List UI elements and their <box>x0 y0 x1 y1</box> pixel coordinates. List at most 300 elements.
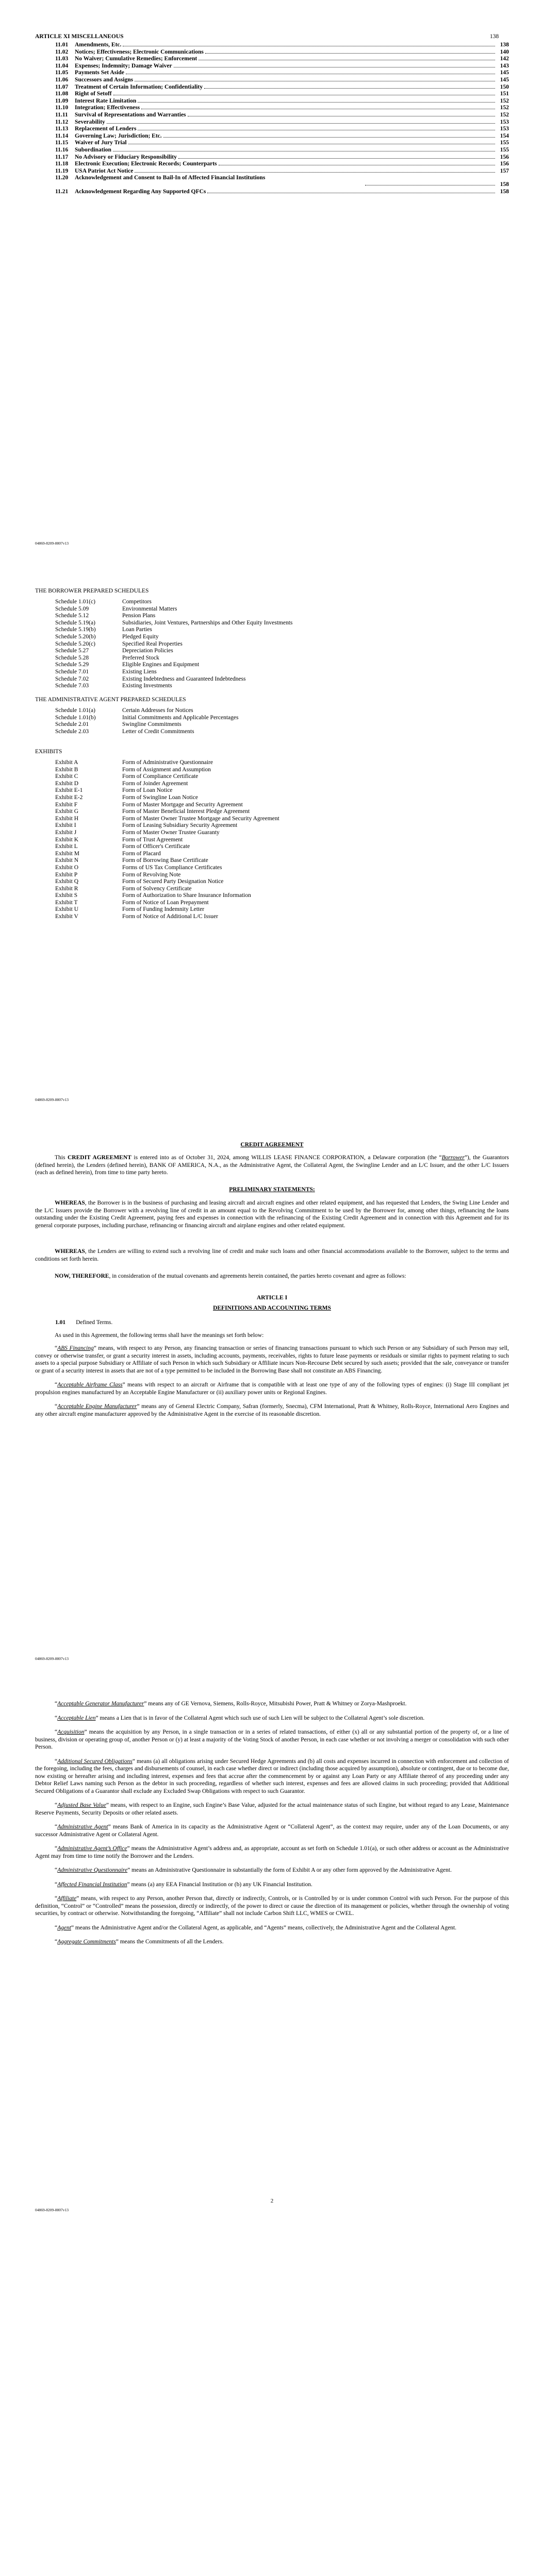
whereas-2: WHEREAS, the Lenders are willing to extend such a revolving line of credit and make such loans and other financial accommodations available to the Borrower, subject to the terms and conditions set forth herein. <box>35 1248 509 1262</box>
exhibit-item <box>55 850 499 857</box>
exhibit-item-code: Exhibit S <box>55 892 78 899</box>
toc-entry[interactable] <box>55 48 509 56</box>
exhibit-item-description: Forms of US Tax Compliance Certificates <box>122 864 222 871</box>
defined-term: Agent <box>57 1924 71 1931</box>
footer-code: 04869-8209-8807v13 <box>35 541 69 546</box>
borrower-schedule-item-description: Pension Plans <box>122 613 156 619</box>
toc-entry-page: 140 <box>500 48 509 55</box>
borrower-schedule-item-description: Depreciation Policies <box>122 648 173 654</box>
agent-schedule-item-description: Initial Commitments and Applicable Percentages <box>122 714 239 721</box>
toc-entry[interactable] <box>55 174 509 188</box>
exhibit-item-code: Exhibit F <box>55 801 78 808</box>
exhibit-item-code: Exhibit E-1 <box>55 787 83 794</box>
borrower-schedule-item-code: Schedule 5.29 <box>55 662 89 668</box>
exhibit-item <box>55 906 499 913</box>
exhibit-item-code: Exhibit E-2 <box>55 794 83 801</box>
toc-entry-page: 156 <box>500 161 509 167</box>
exhibit-item <box>55 878 499 885</box>
definition-paragraph <box>35 1802 509 1817</box>
definition-text: ” means (a) any EEA Financial Institution or (b) any UK Financial Institution. <box>127 1881 312 1888</box>
toc-entry-number: 11.12 <box>55 118 69 125</box>
exhibit-item <box>55 815 499 822</box>
article-title: DEFINITIONS AND ACCOUNTING TERMS <box>213 1305 331 1311</box>
toc-entry-title: Electronic Execution; Electronic Records; Counterparts <box>75 161 217 167</box>
exhibit-item-code: Exhibit Q <box>55 878 79 885</box>
toc-entry-number: 11.20 <box>55 175 69 181</box>
definition-paragraph <box>35 1895 509 1918</box>
defined-term: Aggregate Commitments <box>57 1939 116 1945</box>
toc-leader-dots <box>163 137 495 138</box>
schedules-page <box>0 564 544 1123</box>
borrower-schedule-item <box>55 640 499 648</box>
definition-text: ” means, with respect to any Person, another Person that, directly or indirectly, Controls, or is Controlled by or is under common Control with such Person. For the purpose of this definition, “Control” or “Controlled” means the possession, directly or indirectly, of the power to direct or cause the direction of its management or policies, whether through the ownership of voting securities, by contract or otherwise. Notwithstanding the foregoing, “Affiliate” shall not include Carbon Shift LLC, WMES or CWEL. <box>35 1895 509 1917</box>
borrower-schedule-item <box>55 661 499 668</box>
definition-text: ” means an Administrative Questionnaire in substantially the form of Exhibit A or any other form approved by the Administrative Agent. <box>127 1867 452 1873</box>
borrower-schedule-item-code: Schedule 7.02 <box>55 675 89 682</box>
borrower-schedule-item <box>55 668 499 675</box>
definition-paragraph <box>35 1403 509 1418</box>
toc-entry-number: 11.09 <box>55 97 69 104</box>
defined-term: Affected Financial Institution <box>57 1881 127 1888</box>
exhibit-item-description: Form of Funding Indemnity Letter <box>122 906 205 913</box>
agent-schedule-item-description: Certain Addresses for Notices <box>122 707 193 714</box>
exhibit-item-description: Form of Solvency Certificate <box>122 885 192 892</box>
toc-entry[interactable] <box>55 90 509 97</box>
toc-entry-title: Survival of Representations and Warranties <box>75 111 186 118</box>
quote-mark: “ <box>55 1881 58 1888</box>
borrower-schedule-item-code: Schedule 5.19(a) <box>55 619 95 626</box>
exhibit-item-code: Exhibit D <box>55 780 79 787</box>
exhibit-item <box>55 787 499 794</box>
toc-leader-dots <box>178 158 495 159</box>
agent-schedule-item-code: Schedule 2.01 <box>55 721 89 728</box>
toc-entry-title: Replacement of Lenders <box>75 126 137 132</box>
agent-schedules-heading: THE ADMINISTRATIVE AGENT PREPARED SCHEDULES <box>35 697 186 703</box>
agent-schedules-list <box>55 707 499 735</box>
borrower-schedule-item-code: Schedule 5.19(b) <box>55 626 96 633</box>
exhibit-item-description: Form of Master Mortgage and Security Agreement <box>122 801 243 808</box>
exhibit-item-code: Exhibit U <box>55 906 79 913</box>
toc-entry-number: 11.10 <box>55 105 69 111</box>
agent-schedule-item-code: Schedule 1.01(b) <box>55 714 96 721</box>
toc-leader-dots <box>204 88 495 89</box>
toc-entry-number: 11.01 <box>55 42 69 48</box>
borrower-schedule-item-description: Existing Liens <box>122 668 157 675</box>
defined-term: Administrative Agent <box>57 1824 108 1830</box>
definition-text: ” means Bank of America in its capacity as the Administrative Agent or “Collateral Agent”, as the context may require, under any of the Loan Documents, or any successor Administrative Agent or Collateral Agent. <box>35 1824 509 1838</box>
toc-list <box>55 41 509 195</box>
defined-term: Additional Secured Obligations <box>57 1758 133 1765</box>
toc-entry-page: 152 <box>500 97 509 104</box>
borrower-schedule-item-code: Schedule 5.09 <box>55 605 89 612</box>
toc-entry-title: Treatment of Certain Information; Confidentiality <box>75 83 203 90</box>
toc-entry[interactable] <box>55 125 509 132</box>
quote-mark: “ <box>55 1758 58 1765</box>
toc-leader-dots <box>135 172 495 173</box>
definition-paragraph <box>35 1924 509 1932</box>
exhibit-item-code: Exhibit M <box>55 850 79 857</box>
toc-entry[interactable] <box>55 188 509 195</box>
exhibit-item-code: Exhibit G <box>55 808 79 815</box>
trailing-space <box>0 2218 544 2576</box>
definition-paragraph <box>35 1345 509 1375</box>
exhibit-item <box>55 892 499 899</box>
borrower-schedule-item <box>55 626 499 633</box>
toc-entry-page: 153 <box>500 126 509 132</box>
toc-entry-number: 11.02 <box>55 48 69 55</box>
toc-entry[interactable] <box>55 62 509 70</box>
toc-entry-title: Expenses; Indemnity; Damage Waiver <box>75 62 172 69</box>
borrower-schedule-item-code: Schedule 7.01 <box>55 668 89 675</box>
toc-entry-title: Integration; Effectiveness <box>75 105 140 111</box>
definitions-list-1 <box>35 1345 509 1425</box>
definition-paragraph <box>35 1381 509 1396</box>
exhibit-item <box>55 864 499 871</box>
exhibit-item <box>55 913 499 920</box>
toc-entry-page: 155 <box>500 146 509 153</box>
toc-entry[interactable] <box>55 104 509 111</box>
borrower-schedule-item <box>55 675 499 683</box>
toc-entry-title: USA Patriot Act Notice <box>75 167 134 174</box>
article-number: ARTICLE I <box>256 1295 288 1301</box>
defined-term: Administrative Questionnaire <box>57 1867 128 1873</box>
exhibit-item-code: Exhibit H <box>55 815 79 822</box>
toc-entry-page: 145 <box>500 70 509 76</box>
borrower-schedule-item <box>55 612 499 619</box>
toc-entry-number: 11.03 <box>55 56 69 62</box>
exhibit-item <box>55 822 499 829</box>
borrower-schedule-item <box>55 654 499 662</box>
exhibit-item-description: Form of Master Owner Trustee Mortgage and Security Agreement <box>122 815 279 822</box>
toc-page <box>0 0 544 564</box>
toc-entry[interactable] <box>55 41 509 48</box>
borrower-schedule-item <box>55 682 499 689</box>
defined-term: Acceptable Generator Manufacturer <box>57 1701 144 1707</box>
toc-entry-number: 11.04 <box>55 62 69 69</box>
toc-entry-title: Waiver of Jury Trial <box>75 140 127 146</box>
toc-leader-dots <box>107 123 495 124</box>
exhibit-item-code: Exhibit N <box>55 857 79 864</box>
toc-entry[interactable] <box>55 154 509 161</box>
footer-code: 04869-8209-8807v13 <box>35 2208 69 2212</box>
exhibit-item-description: Form of Swingline Loan Notice <box>122 794 198 801</box>
exhibit-item-description: Form of Compliance Certificate <box>122 773 199 780</box>
exhibit-item <box>55 836 499 843</box>
exhibit-item-code: Exhibit R <box>55 885 78 892</box>
definition-text: ” means any of General Electric Company, Safran (formerly, Snecma), CFM International, Pratt & Whitney, Rolls-Royce, International Aero Engines and any other aircraft engine manufacturer approved by the Administrative Agent in the exercise of its reasonable discretion. <box>35 1403 509 1417</box>
agent-schedule-item <box>55 714 499 721</box>
quote-mark: “ <box>55 1403 58 1410</box>
definition-text: ” means a Lien that is in favor of the Collateral Agent which such use of such Lien will be subject to the Collateral Agent’s sole discretion. <box>95 1715 425 1721</box>
exhibit-item-description: Form of Loan Notice <box>122 787 173 794</box>
agent-schedule-item-description: Letter of Credit Commitments <box>122 728 194 735</box>
borrower-schedule-item-description: Subsidiaries, Joint Ventures, Partnerships and Other Equity Investments <box>122 619 293 626</box>
toc-entry-title: Acknowledgement Regarding Any Supported QFCs <box>75 189 206 195</box>
agent-schedule-item <box>55 721 499 728</box>
toc-entry-number: 11.11 <box>55 111 68 118</box>
definition-text: ” means the Commitments of all the Lenders. <box>116 1939 224 1945</box>
exhibit-item-code: Exhibit L <box>55 843 78 850</box>
borrower-schedule-item-code: Schedule 5.20(b) <box>55 633 96 640</box>
quote-mark: “ <box>55 1824 58 1830</box>
toc-entry-title: Severability <box>75 118 105 125</box>
exhibit-item-code: Exhibit B <box>55 766 78 773</box>
agent-schedule-item <box>55 707 499 714</box>
intro-paragraph: This CREDIT AGREEMENT is entered into as of October 31, 2024, among WILLIS LEASE FINANCE CORPORATION, a Delaware corporation (the “Borrower”), the Guarantors (defined herein), the Lenders (defined herein), BANK OF AMERICA, N.A., as the Administrative Agent, the Collateral Agent, the Swingline Lender and an L/C Issuer, and the other L/C Issuers (each as defined herein), from time to time party hereto. <box>35 1155 509 1176</box>
exhibit-item-code: Exhibit A <box>55 759 78 766</box>
definition-paragraph <box>35 1758 509 1795</box>
exhibit-item <box>55 899 499 906</box>
toc-entry-title: Interest Rate Limitation <box>75 97 137 104</box>
toc-entry-title: Right of Setoff <box>75 91 112 97</box>
defined-term: Acceptable Engine Manufacturer <box>57 1403 137 1410</box>
toc-entry-page: 143 <box>500 62 509 69</box>
borrower-schedule-item-description: Specified Real Properties <box>122 640 183 647</box>
toc-entry[interactable] <box>55 167 509 175</box>
toc-article-page: 138 <box>490 33 499 40</box>
definition-text: ” means any of GE Vernova, Siemens, Rolls-Royce, Mitsubishi Power, Pratt & Whitney or Zorya-Mashproekt. <box>144 1701 407 1707</box>
agent-schedule-item-code: Schedule 1.01(a) <box>55 707 95 714</box>
exhibit-item-description: Form of Trust Agreement <box>122 836 183 843</box>
quote-mark: “ <box>55 1895 58 1902</box>
prelim-heading: PRELIMINARY STATEMENTS: <box>229 1187 315 1193</box>
toc-leader-dots <box>205 53 495 54</box>
borrower-schedule-item <box>55 605 499 613</box>
definition-paragraph <box>35 1728 509 1751</box>
exhibit-item-description: Form of Administrative Questionnaire <box>122 759 213 766</box>
borrower-schedule-item <box>55 598 499 605</box>
exhibit-item-description: Form of Leasing Subsidiary Security Agreement <box>122 822 238 829</box>
exhibit-item <box>55 766 499 773</box>
exhibit-item <box>55 773 499 780</box>
defined-term: Acceptable Lien <box>57 1715 96 1721</box>
borrower-schedule-item-code: Schedule 5.27 <box>55 648 89 654</box>
exhibit-item-description: Form of Authorization to Share Insurance Information <box>122 892 251 899</box>
toc-leader-dots <box>138 102 495 103</box>
toc-entry-page: 154 <box>500 132 509 139</box>
exhibit-item-description: Form of Officer's Certificate <box>122 843 190 850</box>
exhibit-item <box>55 780 499 787</box>
toc-entry-number: 11.21 <box>55 189 69 195</box>
toc-entry-title: No Waiver; Cumulative Remedies; Enforcement <box>75 56 197 62</box>
quote-mark: “ <box>55 1924 58 1931</box>
borrower-schedules-list <box>55 598 499 689</box>
footer-code: 04869-8209-8807v13 <box>35 1656 69 1661</box>
exhibit-item-code: Exhibit V <box>55 913 78 920</box>
borrower-schedule-item-description: Competitors <box>122 599 152 605</box>
agent-schedule-item <box>55 728 499 735</box>
toc-entry-title: Subordination <box>75 146 111 153</box>
toc-entry[interactable] <box>55 76 509 83</box>
borrower-schedules-heading: THE BORROWER PREPARED SCHEDULES <box>35 588 149 594</box>
definition-paragraph <box>35 1715 509 1722</box>
toc-entry-number: 11.05 <box>55 70 69 76</box>
toc-entry-number: 11.18 <box>55 161 69 167</box>
quote-mark: “ <box>55 1382 58 1388</box>
exhibit-item-description: Form of Master Beneficial Interest Pledge Agreement <box>122 808 250 815</box>
borrower-schedule-item-code: Schedule 5.20(c) <box>55 640 95 647</box>
toc-entry-page: 150 <box>500 83 509 90</box>
toc-entry[interactable] <box>55 132 509 140</box>
toc-entry-title: Acknowledgement and Consent to Bail-In of Affected Financial Institutions <box>75 175 266 181</box>
toc-entry-page: 156 <box>500 154 509 160</box>
toc-entry-title: Amendments, Etc. <box>75 42 122 48</box>
exhibit-item-description: Form of Revolving Note <box>122 871 181 878</box>
section-heading: 1.01 Defined Terms. <box>55 1319 113 1326</box>
quote-mark: “ <box>55 1715 58 1721</box>
toc-entry-title: Payments Set Aside <box>75 70 124 76</box>
quote-mark: “ <box>55 1345 58 1351</box>
toc-entry-page: 157 <box>500 167 509 174</box>
toc-entry-page: 138 <box>500 42 509 48</box>
borrower-schedule-item-code: Schedule 7.03 <box>55 683 89 689</box>
exhibit-item-code: Exhibit K <box>55 836 79 843</box>
definition-paragraph <box>35 1700 509 1708</box>
definition-text: ” means, with respect to an Engine, such Engine’s Base Value, adjusted for the actual maintenance status of such Engine, but without regard to any Lease, Maintenance Reserve Payments, Security Deposits or other related assets. <box>35 1802 509 1816</box>
exhibits-heading: EXHIBITS <box>35 749 62 755</box>
quote-mark: “ <box>55 1701 58 1707</box>
toc-entry-title: Governing Law; Jurisdiction; Etc. <box>75 132 162 139</box>
exhibit-item <box>55 885 499 892</box>
toc-entry-title: No Advisory or Fiduciary Responsibility <box>75 154 177 160</box>
definition-text: ” means the Administrative Agent and/or the Collateral Agent, as applicable, and “Agents” means, collectively, the Administrative Agent and the Collateral Agent. <box>71 1924 457 1931</box>
borrower-schedule-item <box>55 619 499 626</box>
borrower-schedule-item-code: Schedule 5.28 <box>55 654 89 661</box>
toc-entry-number: 11.08 <box>55 91 69 97</box>
definition-text: ” means the Administrative Agent’s address and, as appropriate, account as set forth on Schedule 1.01(a), or such other address or account as the Administrative Agent may from time to time notify the Borrower and the Lenders. <box>35 1845 509 1859</box>
defined-term: Acceptable Airframe Class <box>57 1382 123 1388</box>
exhibit-item <box>55 801 499 808</box>
exhibit-item-description: Form of Notice of Additional L/C Issuer <box>122 913 218 920</box>
borrower-schedule-item <box>55 633 499 640</box>
whereas-1: WHEREAS, the Borrower is in the business of purchasing and leasing aircraft and aircraft engines and other related equipment, and has requested that Lenders, the Swing Line Lender and the L/C Issuers provide the Borrower with a revolving line of credit in an amount equal to the Revolving Commitment to be used by the Borrower for, among other things, refinancing the loans outstanding under the Existing Credit Agreement, paying fees and expenses in connection with the refinancing of the Existing Credit Agreement and in connection with this Agreement and for its general corporate purposes, including purchase, refinancing or financing aircraft and airplane engines and other related equipment. <box>35 1200 509 1229</box>
exhibit-item-description: Form of Placard <box>122 850 161 857</box>
toc-entry[interactable] <box>55 97 509 105</box>
exhibit-item <box>55 871 499 878</box>
toc-entry-number: 11.17 <box>55 154 69 160</box>
definition-text: ” means, with respect to any Person, any financing transaction or series of financing transactions pursuant to which such Person or any Subsidiary of such Person may sell, convey or otherwise transfer, or grant a security interest in assets, including accounts, payments, receivables, rights to future lease payments or residuals or similar rights to payment relating to such assets to a special purpose Subsidiary or Affiliate of such Person in which such Subsidiary or Affiliate incurs Non-Recourse Debt secured by such assets; provided that the sale, conveyance or transfer or grant of a security interest in assets that are not of a type permitted to be included in the Borrowing Base shall not constitute an ABS Financing. <box>35 1345 509 1374</box>
exhibit-item-code: Exhibit J <box>55 829 77 836</box>
toc-entry-number: 11.15 <box>55 140 69 146</box>
toc-entry[interactable] <box>55 69 509 76</box>
toc-article-heading: ARTICLE XI MISCELLANEOUS <box>35 33 124 40</box>
exhibit-item-code: Exhibit P <box>55 871 78 878</box>
quote-mark: “ <box>55 1845 58 1852</box>
toc-entry-page: 155 <box>500 140 509 146</box>
toc-entry-page: 152 <box>500 105 509 111</box>
definition-paragraph <box>35 1823 509 1838</box>
borrower-schedule-item-description: Existing Indebtedness and Guaranteed Indebtedness <box>122 675 246 682</box>
section-intro: As used in this Agreement, the following terms shall have the meanings set forth below: <box>55 1332 264 1338</box>
toc-entry-number: 11.07 <box>55 83 69 90</box>
exhibit-item-description: Form of Assignment and Assumption <box>122 766 211 773</box>
exhibit-item <box>55 794 499 801</box>
definition-text: ” means with respect to an aircraft or Airframe that is compatible with at least one type of any of the following types of engines: (i) Stage III compliant jet propulsion engines manufactured by an Acceptable Engine Manufacturer or (ii) auxiliary power units or Regional Engines. <box>35 1382 509 1396</box>
exhibit-item <box>55 808 499 815</box>
toc-entry[interactable] <box>55 160 509 167</box>
borrower-schedule-item-code: Schedule 5.12 <box>55 613 89 619</box>
defined-term: Adjusted Base Value <box>57 1802 106 1808</box>
toc-entry[interactable] <box>55 118 509 126</box>
toc-entry-title: Notices; Effectiveness; Electronic Communications <box>75 48 204 55</box>
toc-entry-number: 11.16 <box>55 146 69 153</box>
toc-entry-page: 145 <box>500 76 509 83</box>
borrower-schedule-item-description: Preferred Stock <box>122 654 159 661</box>
exhibit-item-description: Form of Secured Party Designation Notice <box>122 878 224 885</box>
agreement-page-1 <box>0 1123 544 1680</box>
quote-mark: “ <box>55 1939 58 1945</box>
agreement-title: CREDIT AGREEMENT <box>240 1142 304 1148</box>
defined-term: Affiliate <box>57 1895 77 1902</box>
agreement-page-2 <box>0 1680 544 2218</box>
borrower-schedule-item-description: Existing Investments <box>122 683 172 689</box>
exhibit-item-code: Exhibit I <box>55 822 76 829</box>
exhibit-item <box>55 843 499 850</box>
defined-term: Acquisition <box>57 1729 85 1735</box>
exhibit-item-code: Exhibit C <box>55 773 78 780</box>
toc-entry-page: 158 <box>500 181 509 188</box>
borrower-schedule-item-description: Pledged Equity <box>122 633 159 640</box>
toc-entry-page: 142 <box>500 56 509 62</box>
borrower-schedule-item-description: Loan Parties <box>122 626 152 633</box>
toc-entry[interactable] <box>55 55 509 62</box>
toc-entry-number: 11.14 <box>55 132 69 139</box>
toc-entry-number: 11.13 <box>55 126 69 132</box>
toc-entry-number: 11.19 <box>55 167 69 174</box>
toc-entry-page: 153 <box>500 118 509 125</box>
toc-entry[interactable] <box>55 139 509 146</box>
exhibit-item-description: Form of Borrowing Base Certificate <box>122 857 208 864</box>
toc-entry[interactable] <box>55 146 509 154</box>
footer-code: 04869-8209-8807v13 <box>35 1097 69 1102</box>
definition-paragraph <box>35 1867 509 1874</box>
exhibit-item <box>55 759 499 766</box>
definitions-list-2 <box>35 1700 509 1953</box>
quote-mark: “ <box>55 1729 58 1735</box>
page-number: 2 <box>270 2198 274 2204</box>
defined-term: ABS Financing <box>57 1345 94 1351</box>
toc-entry[interactable] <box>55 83 509 91</box>
toc-entry[interactable] <box>55 111 509 118</box>
agent-schedule-item-description: Swingline Commitments <box>122 721 182 728</box>
exhibits-list <box>55 759 499 920</box>
exhibit-item-description: Form of Joinder Agreement <box>122 780 188 787</box>
agent-schedule-item-code: Schedule 2.03 <box>55 728 89 735</box>
toc-entry-title: Successors and Assigns <box>75 76 134 83</box>
quote-mark: “ <box>55 1867 58 1873</box>
definition-text: ” means (a) all obligations arising under Secured Hedge Agreements and (b) all costs and expenses incurred in connection with enforcement and collection of the foregoing, including the fees, charges and disbursements of counsel, in each case whether direct or indirect (including those acquired by assumption), absolute or contingent, due or to become due, now existing or hereafter arising and including interest, expenses and fees that accrue after the commencement by or against any Loan Party or any Affiliate thereof of any proceeding under any Debtor Relief Laws naming such Person as the debtor in such proceeding, regardless of whether such interest, expenses and fees are allowed claims in such proceeding; provided that Additional Secured Obligations of a Guarantor shall exclude any Excluded Swap Obligations with respect to such Guarantor. <box>35 1758 509 1794</box>
toc-entry-page: 158 <box>500 189 509 195</box>
toc-entry-number: 11.06 <box>55 76 69 83</box>
toc-entry-page: 152 <box>500 111 509 118</box>
definition-text: ” means the acquisition by any Person, in a single transaction or in a series of related transactions, of either (x) all or any substantial portion of the property of, or a line of business, division or operating group of, another Person or (y) at least a majority of the Voting Stock of another Person, in each case whether or not involving a merger or consolidation with such other Person. <box>35 1729 509 1750</box>
definition-paragraph <box>35 1845 509 1860</box>
borrower-schedule-item-description: Environmental Matters <box>122 605 177 612</box>
exhibit-item-code: Exhibit O <box>55 864 79 871</box>
definition-paragraph <box>35 1938 509 1946</box>
quote-mark: “ <box>55 1802 58 1808</box>
borrower-schedule-item-description: Eligible Engines and Equipment <box>122 662 200 668</box>
exhibit-item <box>55 829 499 836</box>
toc-entry-page: 151 <box>500 91 509 97</box>
definition-paragraph <box>35 1881 509 1889</box>
borrower-schedule-item-code: Schedule 1.01(c) <box>55 599 95 605</box>
exhibit-item-description: Form of Notice of Loan Prepayment <box>122 899 209 906</box>
defined-term: Administrative Agent’s Office <box>57 1845 127 1852</box>
borrower-schedule-item <box>55 647 499 654</box>
exhibit-item-description: Form of Master Owner Trustee Guaranty <box>122 829 220 836</box>
now-therefore: NOW, THEREFORE, in consideration of the mutual covenants and agreements herein contained, the parties hereto covenant and agree as follows: <box>55 1273 406 1279</box>
